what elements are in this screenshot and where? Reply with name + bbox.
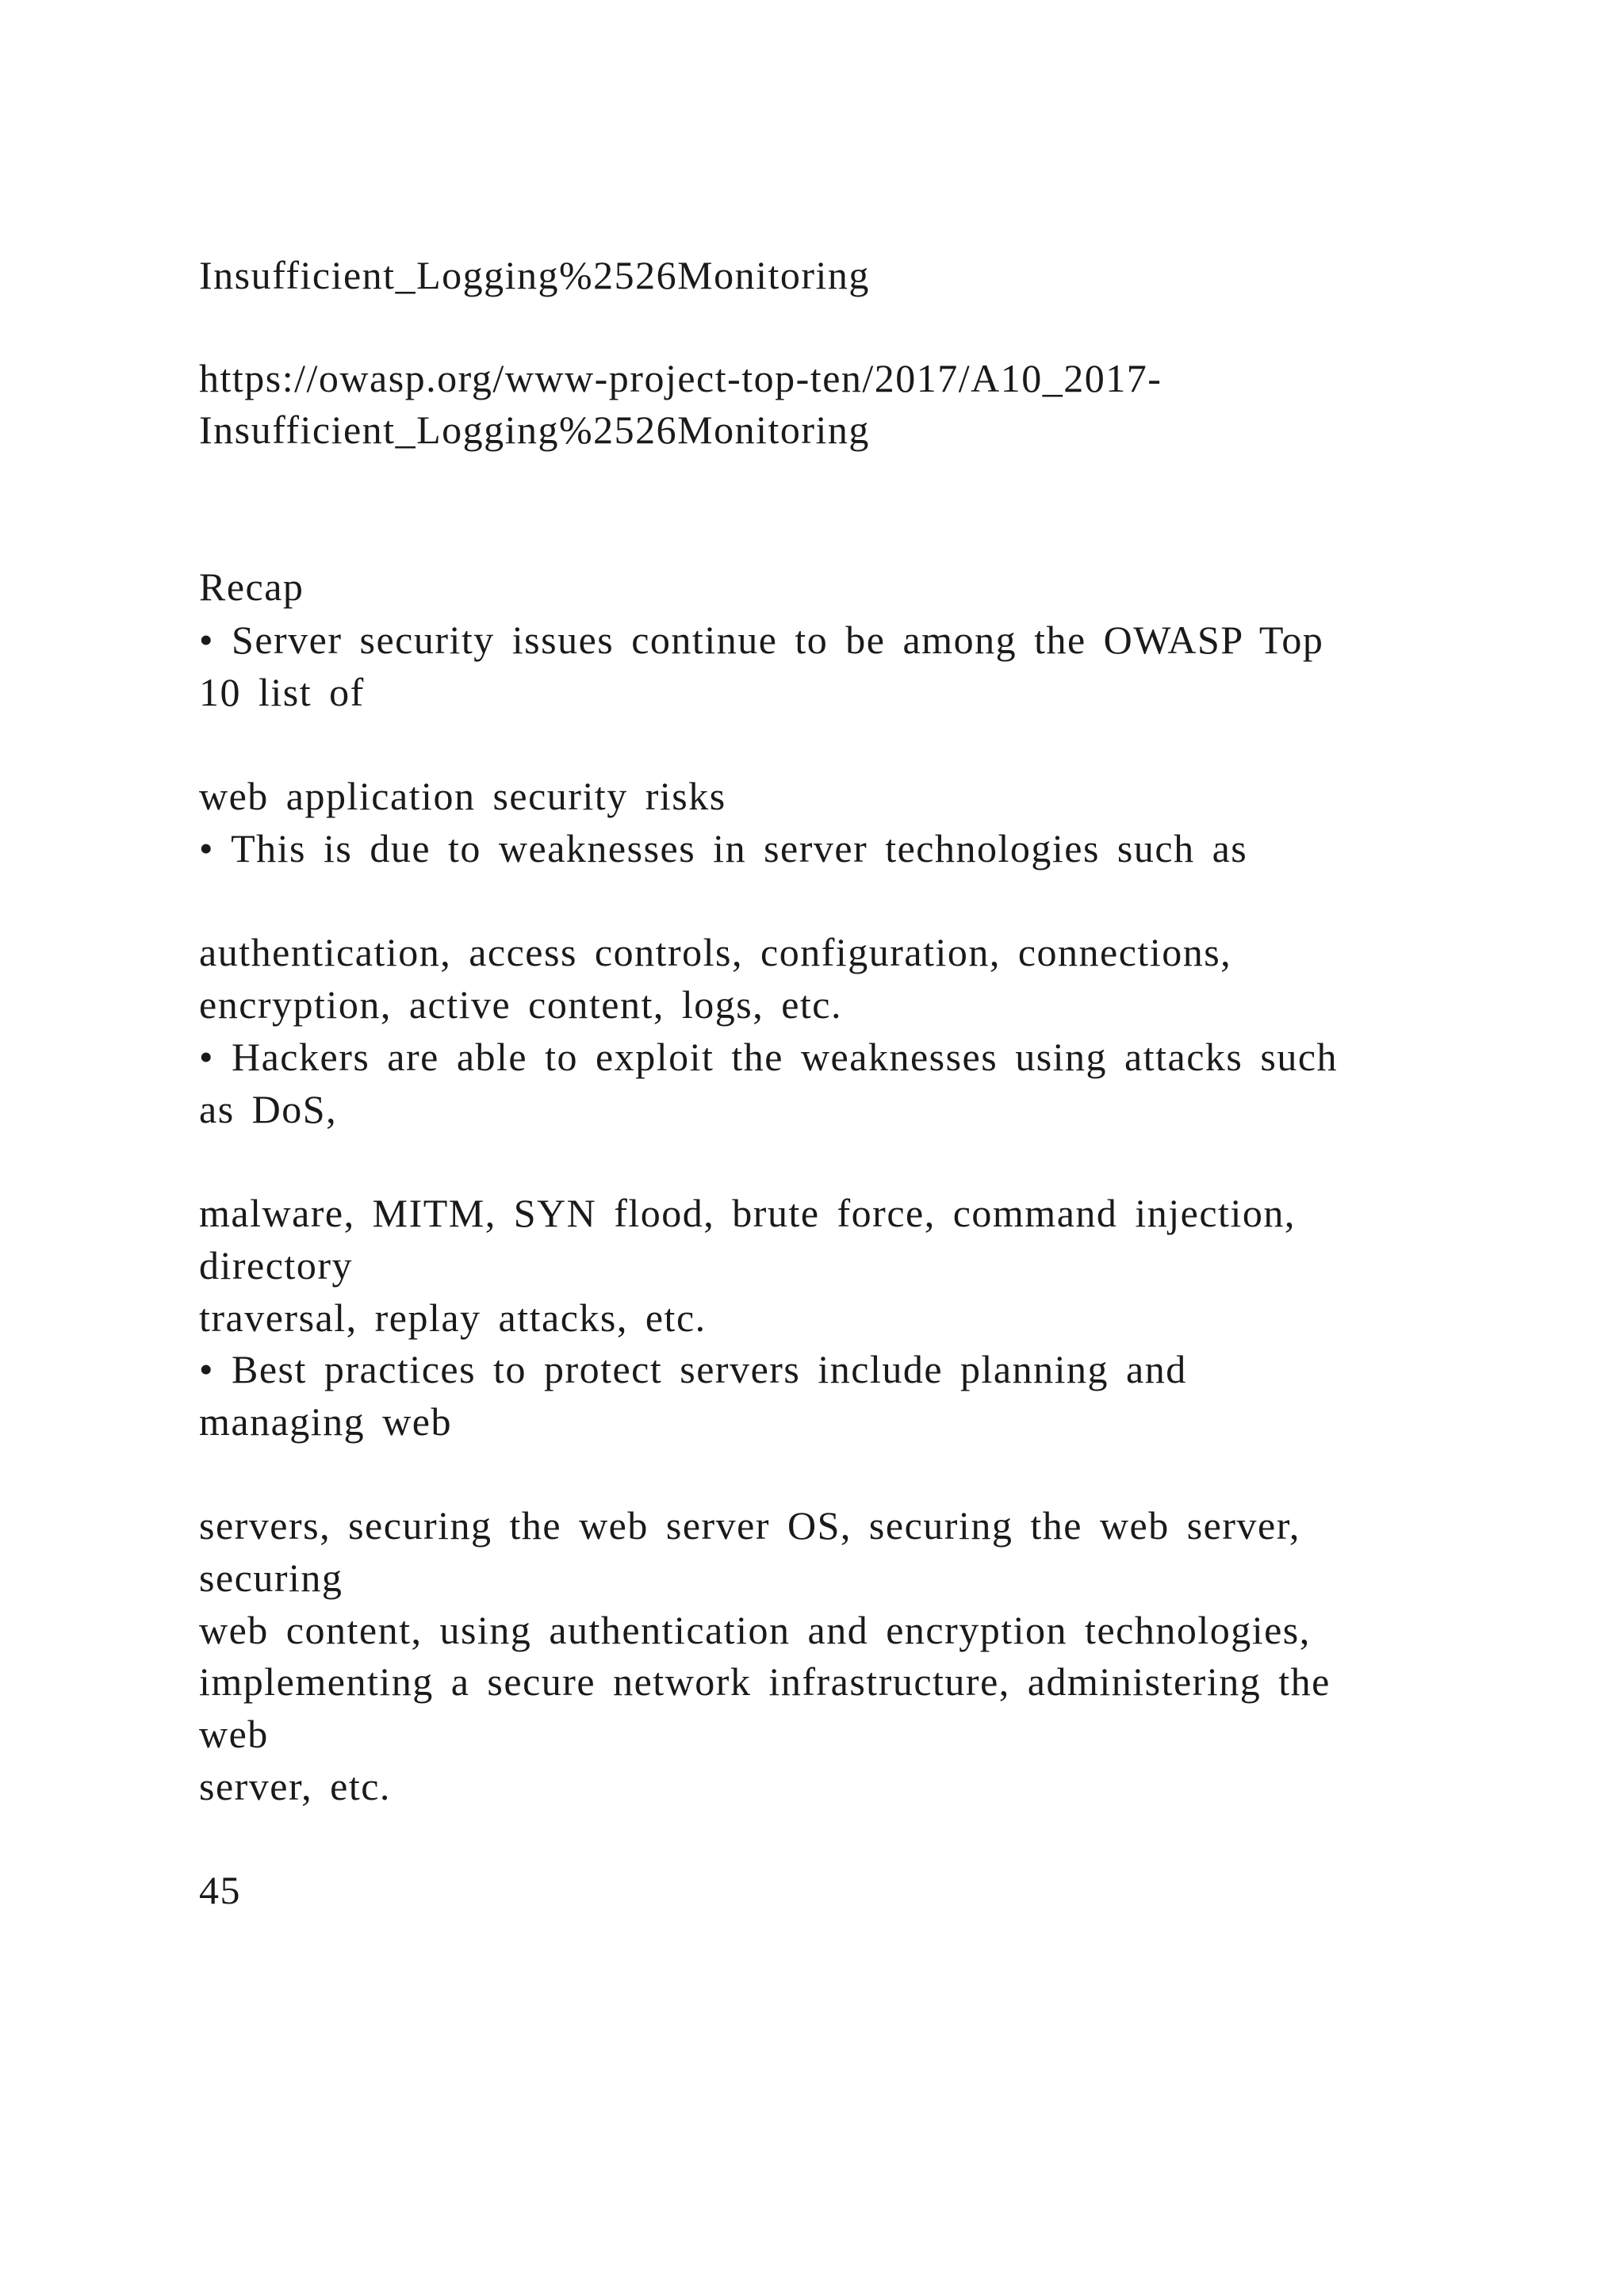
text-line: implementing a secure network infrastructure, administering the [199,1659,1331,1704]
page-number: 45 [199,1868,241,1912]
bullet-line: • Best practices to protect servers include planning and [199,1347,1187,1391]
text-line: web content, using authentication and encryption technologies, [199,1608,1311,1652]
bullet-line: • Hackers are able to exploit the weaknesses using attacks such [199,1035,1339,1079]
bullet-line: • Server security issues continue to be among the OWASP Top [199,618,1324,662]
bullet-line: • This is due to weaknesses in server technologies such as [199,826,1248,871]
text-line: securing [199,1556,343,1600]
text-line: malware, MITM, SYN flood, brute force, command injection, [199,1191,1296,1235]
text-line: encryption, active content, logs, etc. [199,982,842,1027]
text-line: servers, securing the web server OS, securing the web server, [199,1503,1300,1548]
reference-url-line: https://owasp.org/www-project-top-ten/2017/A10_2017- [199,356,1162,400]
text-line: web application security risks [199,774,726,818]
text-line: server, etc. [199,1764,391,1808]
text-line: directory [199,1243,353,1288]
text-line: managing web [199,1399,452,1444]
reference-url-continuation: Insufficient_Logging%2526Monitoring [199,408,870,452]
text-line: traversal, replay attacks, etc. [199,1295,707,1340]
recap-heading: Recap [199,564,304,609]
text-line: authentication, access controls, configuration, connections, [199,930,1232,974]
reference-title-line: Insufficient_Logging%2526Monitoring [199,253,870,297]
text-line: 10 list of [199,670,365,714]
text-line: web [199,1712,269,1756]
text-line: as DoS, [199,1087,338,1131]
